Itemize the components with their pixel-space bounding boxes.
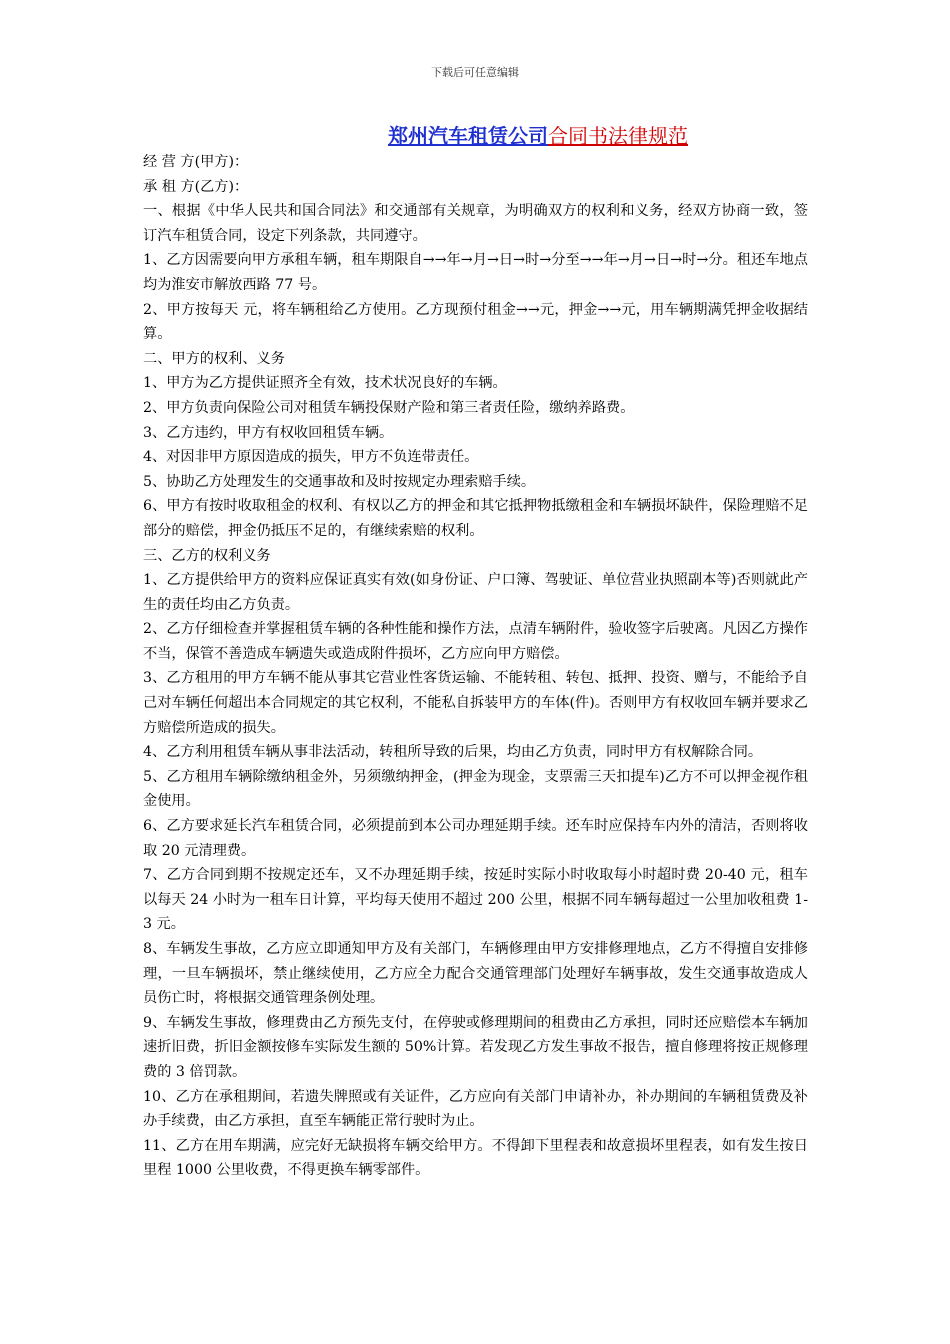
clause-3-11: 11、乙方在用车期满，应完好无缺损将车辆交给甲方。不得卸下里程表和故意损坏里程表，如有发生按日里程 1000 公里收费，不得更换车辆零部件。 bbox=[143, 1137, 808, 1179]
clause-2-6: 6、甲方有按时收取租金的权利、有权以乙方的押金和其它抵押物抵缴租金和车辆损坏缺件，保险理赔不足部分的赔偿，押金仍抵压不足的，有继续索赔的权利。 bbox=[143, 498, 808, 539]
clause-3-7: 7、乙方合同到期不按规定还车，又不办理延期手续，按延时实际小时收取每小时超时费 20-40 元，租车以每天 24 小时为一租车日计算，平均每天使用不超过 200 公里，根据不同车辆每超过一公里加收租费 1-3 元。 bbox=[143, 867, 808, 933]
clause-2-5: 5、协助乙方处理发生的交通事故和及时按规定办理索赔手续。 bbox=[143, 473, 536, 490]
document-title bbox=[388, 122, 908, 150]
clause-1-1: 1、乙方因需要向甲方承租车辆，租车期限自→→年→月→日→时→分至→→年→月→日→时→分。租还车地点均为淮安市解放西路 77 号。 bbox=[143, 252, 808, 293]
section-heading-3: 三、乙方的权利义务 bbox=[143, 547, 271, 564]
clause-3-4: 4、乙方利用租赁车辆从事非法活动，转租所导致的后果，均由乙方负责，同时甲方有权解除合同。 bbox=[143, 744, 763, 761]
document-body bbox=[143, 150, 808, 1183]
clause-3-8: 8、车辆发生事故，乙方应立即通知甲方及有关部门，车辆修理由甲方安排修理地点，乙方不得擅自安排修理，一旦车辆损坏，禁止继续使用，乙方应全力配合交通管理部门处理好车辆事故，发生交通事故造成人员伤亡时，将根据交通管理条例处理。 bbox=[143, 941, 808, 1007]
clause-2-2: 2、甲方负责向保险公司对租赁车辆投保财产险和第三者责任险，缴纳养路费。 bbox=[143, 399, 635, 416]
clause-3-5: 5、乙方租用车辆除缴纳租金外，另须缴纳押金，(押金为现金，支票需三天扣提车)乙方不可以押金视作租金使用。 bbox=[143, 768, 808, 810]
party-b-line: 承 租 方(乙方)： bbox=[143, 178, 249, 195]
title-red-part: 合同书法律规范 bbox=[548, 124, 688, 148]
clause-2-3: 3、乙方违约，甲方有权收回租赁车辆。 bbox=[143, 424, 394, 441]
clause-3-6: 6、乙方要求延长汽车租赁合同，必须提前到本公司办理延期手续。还车时应保持车内外的清洁，否则将收取 20 元清理费。 bbox=[143, 818, 808, 859]
clause-2-4: 4、对因非甲方原因造成的损失，甲方不负连带责任。 bbox=[143, 449, 479, 466]
party-a-line: 经 营 方(甲方)： bbox=[143, 154, 249, 170]
clause-1-2: 2、甲方按每天 元，将车辆租给乙方使用。乙方现预付租金→→元，押金→→元，用车辆期满凭押金收据结算。 bbox=[143, 301, 808, 343]
clause-3-3: 3、乙方租用的甲方车辆不能从事其它营业性客货运输、不能转租、转包、抵押、投资、赠与，不能给予自己对车辆任何超出本合同规定的其它权利，不能私自拆装甲方的车体(件)。否则甲方有权收回车辆并要求乙方赔偿所造成的损失。 bbox=[143, 670, 808, 736]
clause-2-1: 1、甲方为乙方提供证照齐全有效，技术状况良好的车辆。 bbox=[143, 375, 507, 392]
header-note: 下载后可任意编辑 bbox=[431, 66, 519, 79]
title-link[interactable]: 郑州汽车租赁公司 bbox=[388, 124, 548, 148]
section-heading-2: 二、甲方的权利、义务 bbox=[143, 350, 285, 367]
clause-3-2: 2、乙方仔细检查并掌握租赁车辆的各种性能和操作方法，点清车辆附件，验收签字后驶离。凡因乙方操作不当，保管不善造成车辆遗失或造成附件损坏，乙方应向甲方赔偿。 bbox=[143, 621, 808, 662]
clause-3-10: 10、乙方在承租期间，若遗失牌照或有关证件，乙方应向有关部门申请补办，补办期间的车辆租赁费及补办手续费，由乙方承担，直至车辆能正常行驶时为止。 bbox=[143, 1088, 808, 1130]
clause-3-9: 9、车辆发生事故，修理费由乙方预先支付，在停驶或修理期间的租费由乙方承担，同时还应赔偿本车辆加速折旧费，折旧金额按修车实际发生额的 50%计算。若发现乙方发生事故不报告，擅自修理将按正规修理费的 3 倍罚款。 bbox=[143, 1014, 808, 1080]
clause-3-1: 1、乙方提供给甲方的资料应保证真实有效(如身份证、户口簿、驾驶证、单位营业执照副本等)否则就此产生的责任均由乙方负责。 bbox=[143, 572, 808, 613]
preamble-paragraph: 一、根据《中华人民共和国合同法》和交通部有关规章，为明确双方的权利和义务，经双方协商一致，签订汽车租赁合同，设定下列条款，共同遵守。 bbox=[143, 203, 808, 244]
